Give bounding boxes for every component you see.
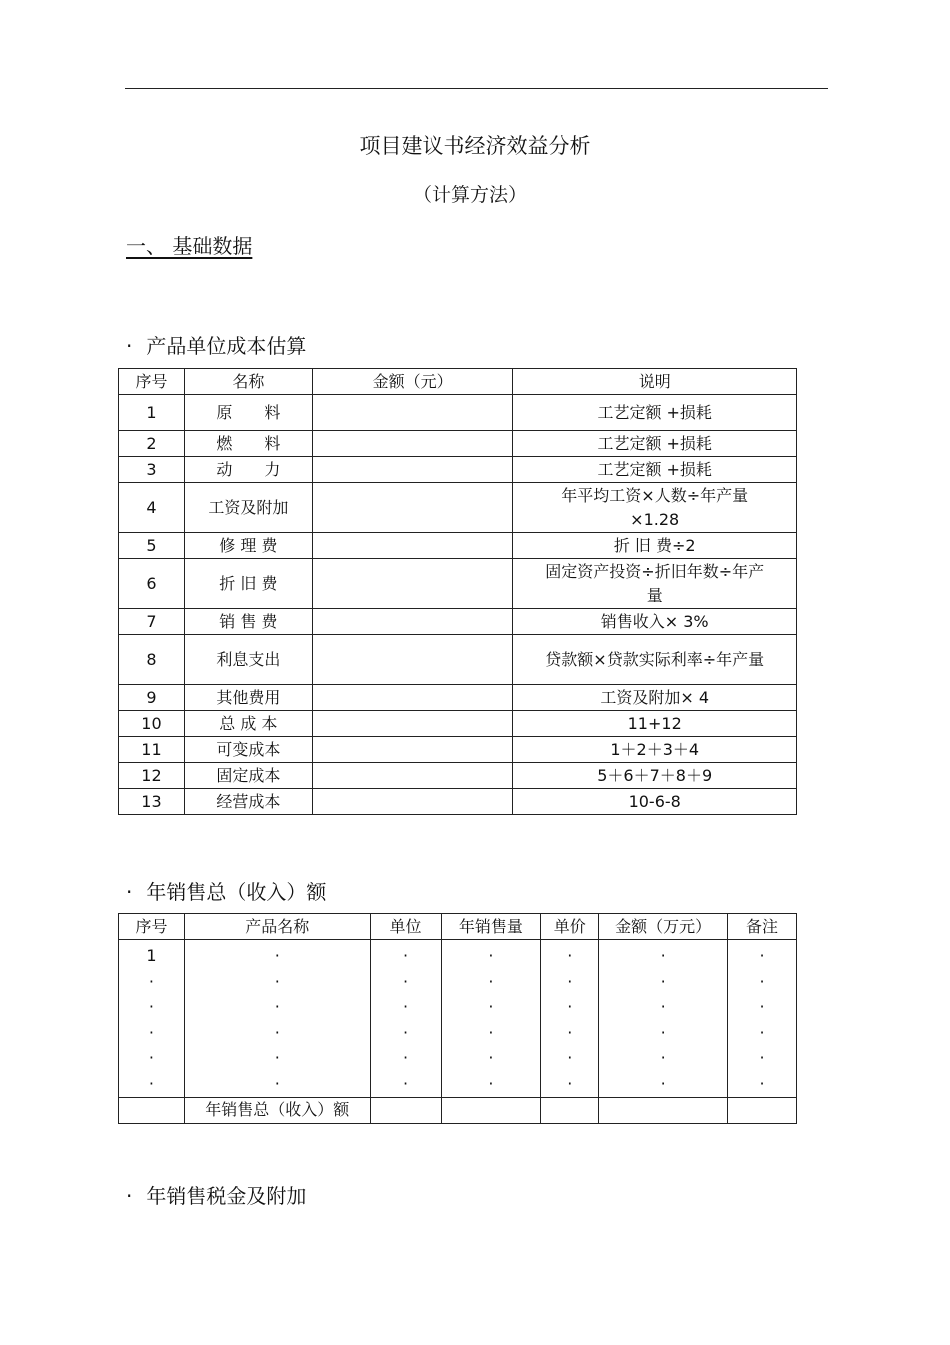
col-header-price: 单价 <box>541 914 599 940</box>
col-header-no: 序号 <box>119 369 185 395</box>
row-note: 工资及附加× 4 <box>513 685 797 711</box>
dot: · <box>403 1022 409 1042</box>
col-header-remark: 备注 <box>728 914 797 940</box>
row-note: 工艺定额 +损耗 <box>513 457 797 483</box>
dot: · <box>759 1073 765 1093</box>
row-name: 修 理 费 <box>184 533 312 559</box>
row-no: 5 <box>119 533 185 559</box>
row-note: 折 旧 费÷2 <box>513 533 797 559</box>
row-name: 固定成本 <box>184 763 312 789</box>
row-note: 10-6-8 <box>513 789 797 815</box>
dot: · <box>660 946 666 965</box>
row-note: 固定资产投资÷折旧年数÷年产量 <box>513 559 797 609</box>
row-note: 工艺定额 +损耗 <box>513 431 797 457</box>
subsection-annual-sales <box>126 876 326 905</box>
dot: · <box>488 946 494 965</box>
subsection-title: 年销售总（收入）额 <box>146 880 327 904</box>
row-amount <box>312 559 513 609</box>
table-row <box>119 763 797 789</box>
table-row <box>119 685 797 711</box>
unit-cost-table <box>118 368 797 815</box>
dots-cell <box>370 940 441 1098</box>
col-header-amount: 金额（元） <box>312 369 513 395</box>
dot: · <box>274 1073 280 1093</box>
bullet-marker: · <box>126 1184 133 1208</box>
dot: · <box>660 1022 666 1042</box>
row-no: 10 <box>119 711 185 737</box>
table-row <box>119 431 797 457</box>
dot: · <box>488 1048 494 1068</box>
row-amount <box>312 789 513 815</box>
row-name: 经营成本 <box>184 789 312 815</box>
row-amount <box>312 431 513 457</box>
dot: · <box>403 946 409 965</box>
total-cell <box>370 1097 441 1123</box>
subsection-title: 年销售税金及附加 <box>146 1184 307 1208</box>
row-no: 11 <box>119 737 185 763</box>
col-header-amount: 金额（万元） <box>599 914 728 940</box>
row-no: 7 <box>119 609 185 635</box>
dot: · <box>759 971 765 991</box>
total-label: 年销售总（收入）额 <box>184 1097 370 1123</box>
col-header-name: 名称 <box>184 369 312 395</box>
dots-cell <box>728 940 797 1098</box>
dot: · <box>274 946 280 965</box>
dots-cell <box>441 940 541 1098</box>
total-cell <box>541 1097 599 1123</box>
dot: · <box>148 997 154 1017</box>
row-name: 销 售 费 <box>184 609 312 635</box>
table-row <box>119 635 797 685</box>
row-no: 13 <box>119 789 185 815</box>
row-name: 可变成本 <box>184 737 312 763</box>
row-amount <box>312 483 513 533</box>
dot: · <box>148 1073 154 1093</box>
table-row <box>119 737 797 763</box>
row-no: 9 <box>119 685 185 711</box>
row-amount <box>312 609 513 635</box>
dot: · <box>660 997 666 1017</box>
dot: · <box>567 946 573 965</box>
col-header-no: 序号 <box>119 914 185 940</box>
row-name: 原 料 <box>184 395 312 431</box>
row-name: 利息支出 <box>184 635 312 685</box>
dot: · <box>274 1048 280 1068</box>
dot: · <box>488 997 494 1017</box>
dot: · <box>274 997 280 1017</box>
dot: · <box>403 1073 409 1093</box>
dot: · <box>403 971 409 991</box>
col-header-unit: 单位 <box>370 914 441 940</box>
bullet-marker: · <box>126 880 133 904</box>
dot: · <box>488 1073 494 1093</box>
dots-cell <box>599 940 728 1098</box>
subsection-title: 产品单位成本估算 <box>146 334 307 358</box>
row-no: 4 <box>119 483 185 533</box>
dot: · <box>488 971 494 991</box>
col-header-product: 产品名称 <box>184 914 370 940</box>
row-note: 1＋2＋3＋4 <box>513 737 797 763</box>
row-amount <box>312 711 513 737</box>
dot: · <box>403 1048 409 1068</box>
table-row <box>119 609 797 635</box>
document-title: 项目建议书经济效益分析 <box>359 134 591 158</box>
row-no: 1 <box>146 946 157 965</box>
row-no: 3 <box>119 457 185 483</box>
row-no: 6 <box>119 559 185 609</box>
dots-cell <box>184 940 370 1098</box>
top-rule <box>125 88 828 89</box>
dot: · <box>488 1022 494 1042</box>
row-amount <box>312 457 513 483</box>
row-name: 动 力 <box>184 457 312 483</box>
col-header-note: 说明 <box>513 369 797 395</box>
row-note: 5＋6＋7＋8＋9 <box>513 763 797 789</box>
table-row <box>119 789 797 815</box>
table-row <box>119 483 797 533</box>
dot: · <box>567 971 573 991</box>
col-header-volume: 年销售量 <box>441 914 541 940</box>
dots-cell <box>541 940 599 1098</box>
row-amount <box>312 685 513 711</box>
dot: · <box>403 997 409 1017</box>
dot: · <box>148 1022 154 1042</box>
no-dots-cell <box>119 940 185 1098</box>
row-note: 工艺定额 +损耗 <box>513 395 797 431</box>
row-name: 燃 料 <box>184 431 312 457</box>
total-cell <box>599 1097 728 1123</box>
table-row <box>119 395 797 431</box>
dot: · <box>148 971 154 991</box>
row-name: 折 旧 费 <box>184 559 312 609</box>
dot: · <box>567 1022 573 1042</box>
section-heading-basic-data: 一、 基础数据 <box>126 234 253 258</box>
dot: · <box>660 971 666 991</box>
row-no: 2 <box>119 431 185 457</box>
document-subtitle: （计算方法） <box>412 184 527 206</box>
total-cell <box>728 1097 797 1123</box>
dot: · <box>567 1073 573 1093</box>
row-note: 11+12 <box>513 711 797 737</box>
subsection-sales-tax <box>126 1180 306 1209</box>
row-name: 工资及附加 <box>184 483 312 533</box>
total-no-cell <box>119 1097 185 1123</box>
row-no: 8 <box>119 635 185 685</box>
dot: · <box>148 1048 154 1068</box>
row-no: 12 <box>119 763 185 789</box>
row-note: 销售收入× 3% <box>513 609 797 635</box>
dot: · <box>660 1073 666 1093</box>
row-note: 年平均工资×人数÷年产量×1.28 <box>513 483 797 533</box>
dot: · <box>567 1048 573 1068</box>
total-cell <box>441 1097 541 1123</box>
row-note: 贷款额×贷款实际利率÷年产量 <box>513 635 797 685</box>
table-row <box>119 559 797 609</box>
dot: · <box>759 1022 765 1042</box>
row-amount <box>312 635 513 685</box>
dot: · <box>274 971 280 991</box>
dot: · <box>759 946 765 965</box>
bullet-marker: · <box>126 334 133 358</box>
annual-sales-table <box>118 913 797 1124</box>
dot: · <box>567 997 573 1017</box>
dot: · <box>759 997 765 1017</box>
dot: · <box>274 1022 280 1042</box>
table-row <box>119 533 797 559</box>
row-amount <box>312 763 513 789</box>
row-amount <box>312 533 513 559</box>
row-amount <box>312 737 513 763</box>
subsection-unit-cost <box>126 330 306 359</box>
dot: · <box>759 1048 765 1068</box>
table-row <box>119 711 797 737</box>
row-no: 1 <box>119 395 185 431</box>
table-row <box>119 457 797 483</box>
row-amount <box>312 395 513 431</box>
dot: · <box>660 1048 666 1068</box>
row-name: 其他费用 <box>184 685 312 711</box>
row-name: 总 成 本 <box>184 711 312 737</box>
